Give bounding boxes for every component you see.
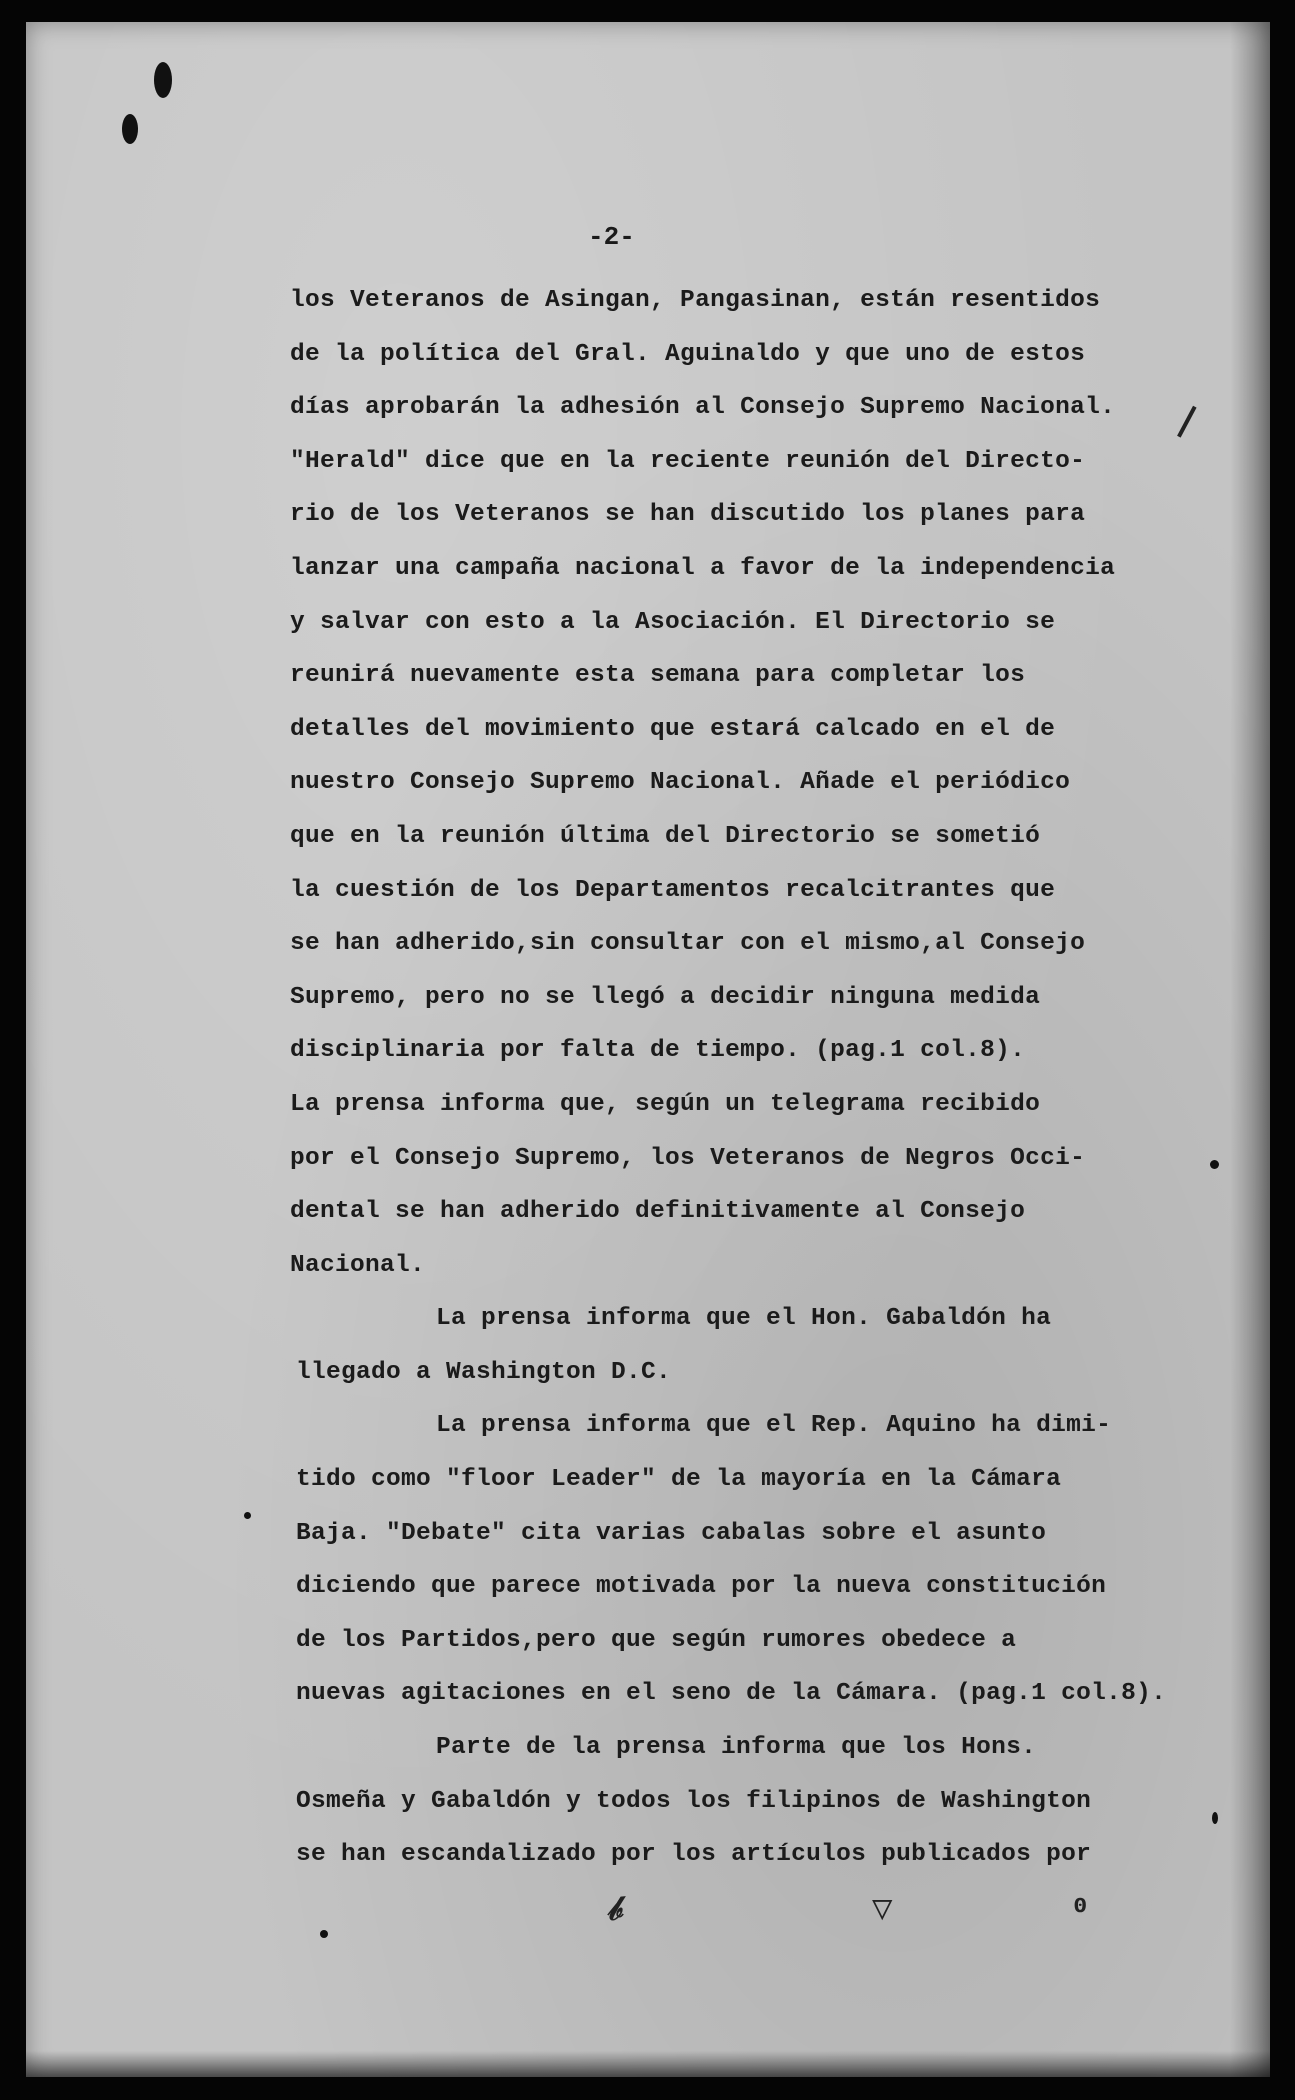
ink-blot — [154, 62, 172, 98]
text-line: diciendo que parece motivada por la nueva constitución — [296, 1573, 1107, 1601]
document-page — [26, 22, 1270, 2077]
text-line: reunirá nuevamente esta semana para completar los — [290, 662, 1026, 690]
text-line: llegado a Washington D.C. — [296, 1358, 672, 1386]
handwritten-mark: ⁰ — [1070, 1896, 1091, 1934]
text-line: disciplinaria por falta de tiempo. (pag.1 col.8). — [290, 1037, 1026, 1065]
text-line-indented: Parte de la prensa informa que los Hons. — [436, 1734, 1037, 1762]
text-line: detalles del movimiento que estará calcado en el de — [290, 715, 1056, 743]
ink-spot — [320, 1930, 328, 1938]
text-line: días aprobarán la adhesión al Consejo Supremo Nacional. — [290, 394, 1116, 422]
handwritten-mark: 𝒷 — [608, 1893, 623, 1931]
text-line: Osmeña y Gabaldón y todos los filipinos de Washington — [296, 1787, 1092, 1815]
text-line: por el Consejo Supremo, los Veteranos de Negros Occi- — [290, 1144, 1086, 1172]
ink-spot — [244, 1512, 251, 1519]
handwritten-mark: ▽ — [872, 1892, 893, 1930]
text-line: se han escandalizado por los artículos publicados por — [296, 1841, 1092, 1869]
text-line: la cuestión de los Departamentos recalcitrantes que — [290, 876, 1056, 904]
text-line: rio de los Veteranos se han discutido los planes para — [290, 501, 1086, 529]
text-line: de los Partidos,pero que según rumores obedece a — [296, 1626, 1017, 1654]
text-line: nuevas agitaciones en el seno de la Cámara. (pag.1 col.8). — [296, 1680, 1167, 1708]
text-line: los Veteranos de Asingan, Pangasinan, están resentidos — [290, 287, 1101, 314]
text-line: Baja. "Debate" cita varias cabalas sobre el asunto — [296, 1519, 1047, 1547]
text-line-indented: La prensa informa que el Hon. Gabaldón ha — [436, 1305, 1052, 1333]
text-line: que en la reunión última del Directorio se sometió — [290, 822, 1041, 850]
text-line: tido como "floor Leader" de la mayoría en la Cámara — [296, 1466, 1062, 1494]
text-line: Supremo, pero no se llegó a decidir ninguna medida — [290, 983, 1041, 1011]
text-line: se han adherido,sin consultar con el mismo,al Consejo — [290, 930, 1086, 958]
text-line: Nacional. — [290, 1251, 426, 1279]
text-line: "Herald" dice que en la reciente reunión del Directo- — [290, 447, 1086, 475]
text-line: lanzar una campaña nacional a favor de la independencia — [290, 554, 1116, 582]
ink-blot — [122, 114, 138, 144]
typed-body-text — [290, 274, 1220, 1882]
text-line: nuestro Consejo Supremo Nacional. Añade el periódico — [290, 769, 1071, 797]
text-line-indented: La prensa informa que el Rep. Aquino ha dimi- — [436, 1412, 1112, 1440]
text-line: dental se han adherido definitivamente al Consejo — [290, 1198, 1026, 1226]
page-bottom-edge — [26, 2051, 1270, 2077]
page-number: -2- — [588, 222, 635, 252]
text-line: La prensa informa que, según un telegrama recibido — [290, 1090, 1041, 1118]
page-edge-shadow — [1230, 22, 1270, 2077]
text-line: y salvar con esto a la Asociación. El Directorio se — [290, 608, 1056, 636]
text-line: de la política del Gral. Aguinaldo y que uno de estos — [290, 340, 1086, 368]
